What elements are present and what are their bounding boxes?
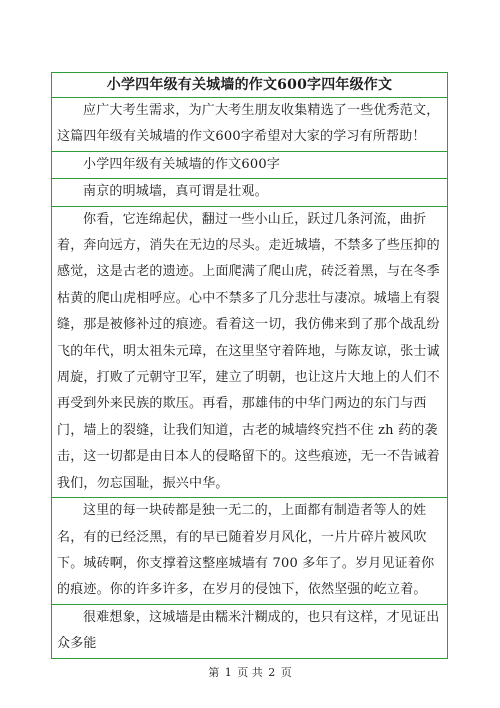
intro-paragraph: 应广大考生需求，为广大考生朋友收集精选了一些优秀范文，这篇四年级有关城墙的作文600字希望对大家的学习有所帮助！ <box>52 98 447 152</box>
document-title: 小学四年级有关城墙的作文600字四年级作文 <box>52 73 447 98</box>
paragraph-2: 你看，它连绵起伏，翻过一些小山丘，跃过几条河流，曲折着，奔向远方，消失在无边的尽头。走近城墙，不禁多了些压抑的感觉，这是古老的遗迹。上面爬满了爬山虎，砖泛着黑，与在冬季枯黄的爬山虎相呼应。心中不禁多了几分悲壮与凄凉。城墙上有裂缝，那是被修补过的痕迹。看着这一切，我仿佛来到了那个战乱纷飞的年代，明太祖朱元璋，在这里坚守着阵地，与陈友谅，张士诚周旋，打败了元朝守卫军，建立了明朝，也让这片大地上的人们不再受到外来民族的欺压。再看，那雄伟的中华门两边的东门与西门，墙上的裂缝，让我们知道，古老的城墙终究挡不住 zh 药的袭击，这一切都是由日本人的侵略留下的。这些痕迹，无一不告诫着我们，勿忘国耻，振兴中华。 <box>52 207 447 498</box>
page-prefix: 第 <box>208 666 220 679</box>
page-mid: 页 共 <box>237 666 263 679</box>
page-total: 2 <box>268 666 276 679</box>
page-suffix: 页 <box>280 666 292 679</box>
paragraph-1: 南京的明城墙，真可谓是壮观。 <box>52 179 447 206</box>
paragraph-4: 很难想象，这城墙是由糯米汁糊成的，也只有这样，才见证出众多能 <box>57 609 440 652</box>
essay-subtitle: 小学四年级有关城墙的作文600字 <box>52 152 447 179</box>
paragraph-3: 这里的每一块砖都是独一无二的，上面都有制造者等人的姓名，有的已经泛黑，有的早已随着岁月风化，一片片碎片被风吹下。城砖啊，你支撑着这整座城墙有 700 多年了。岁月见证着你的痕迹。你的许多许多，在岁月的侵蚀下，依然坚强的屹立着。 <box>52 498 447 605</box>
page-number: 1 <box>224 666 232 679</box>
document-table <box>51 72 448 659</box>
page-footer <box>0 664 500 680</box>
